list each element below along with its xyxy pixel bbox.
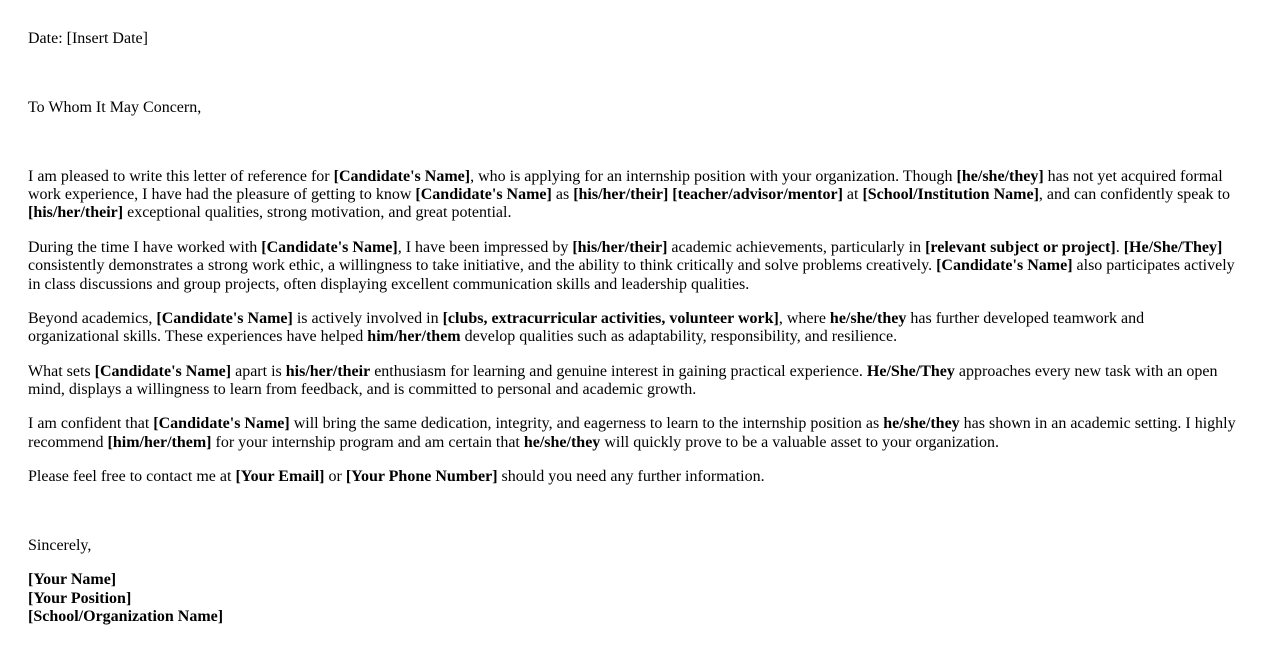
signature-block: [Your Name] [Your Position] [School/Organization Name]	[28, 571, 224, 626]
spacer	[28, 503, 1238, 521]
paragraph-recommendation: I am confident that [Candidate's Name] will bring the same dedication, integrity, and eagerness to learn to the internship position as he/she/they has shown in an academic setting. I highly recommend [him/her/them] for your internship program and am certain that he/she/they will quickly prove to be a valuable asset to your organization.	[28, 415, 1236, 451]
date-line: Date: [Insert Date]	[28, 30, 148, 47]
paragraph-contact-info: Please feel free to contact me at [Your Email] or [Your Phone Number] should you need any further information.	[28, 468, 765, 486]
paragraph-enthusiasm: What sets [Candidate's Name] apart is his/her/their enthusiasm for learning and genuine interest in gaining practical experience. He/She/They approaches every new task with an open mind, displays a willingness to learn from feedback, and is committed to personal and academic growth.	[28, 362, 1218, 399]
paragraph-extracurricular: Beyond academics, [Candidate's Name] is actively involved in [clubs, extracurricular activities, volunteer work], where he/she/they has further developed teamwork and organizational skills. These experiences have helped him/her/them develop qualities such as adaptability, responsibility, and resilience.	[28, 309, 1145, 346]
spacer	[28, 133, 1238, 151]
paragraph-introduction: I am pleased to write this letter of reference for [Candidate's Name], who is applying for an internship position with your organization. Though [he/she/they] has not yet acquired formal work experience, I have had the pleasure of getting to know [Candidate's Name] as [his/her/their] [teacher/advisor/mentor] at [School/Institution Name], and can confidently speak to [his/her/their] exceptional qualities, strong motivation, and great potential.	[28, 167, 1230, 222]
closing: Sincerely,	[28, 537, 92, 555]
spacer	[28, 64, 1238, 82]
paragraph-academic-performance: During the time I have worked with [Candidate's Name], I have been impressed by [his/her/their] academic achievements, particularly in [relevant subject or project]. [He/She/They] consistently demonstrates a strong work ethic, a willingness to take initiative, and the ability to think critically and solve problems creatively. [Candidate's Name] also participates actively in class discussions and group projects, often displaying excellent communication skills and leadership qualities.	[28, 238, 1235, 293]
salutation: To Whom It May Concern,	[28, 98, 202, 116]
